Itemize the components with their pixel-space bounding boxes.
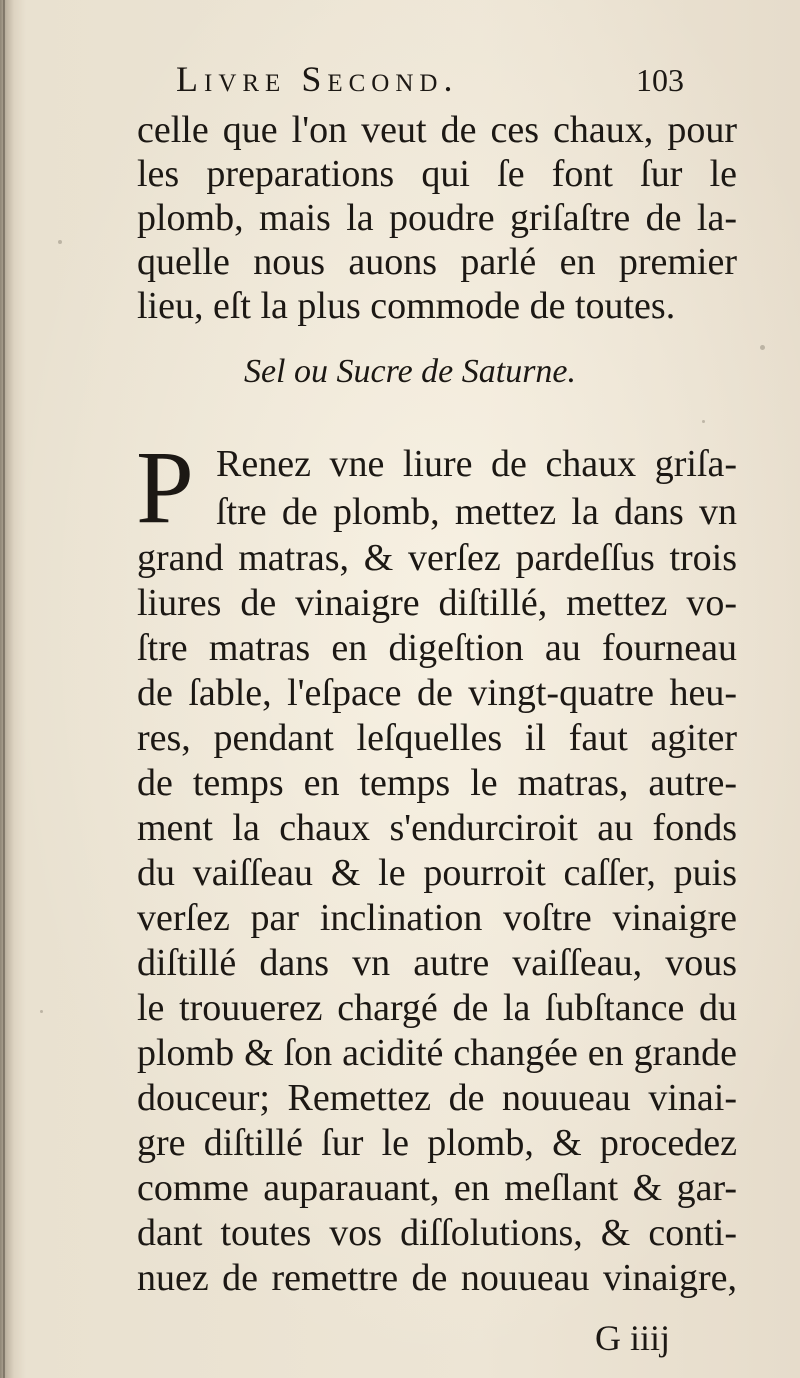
- text-line: Renez vne liure de chaux griſa-: [216, 443, 737, 485]
- drop-cap: P: [136, 430, 194, 545]
- text-line: gre diſtillé ſur le plomb, & procedez: [137, 1122, 737, 1164]
- text-line: verſez par inclination voſtre vinaigre: [137, 897, 737, 939]
- text-line: comme auparauant, en meſlant & gar-: [137, 1167, 737, 1209]
- text-line: du vaiſſeau & le pourroit caſſer, puis: [137, 852, 737, 894]
- running-head-title: Livre Second.: [176, 59, 459, 99]
- text-line: lieu, eſt la plus commode de toutes.: [137, 285, 676, 327]
- text-line: ſtre matras en digeſtion au fourneau: [137, 627, 737, 669]
- text-line: de temps en temps le matras, autre-: [137, 762, 737, 804]
- text-line: douceur; Remettez de nouueau vinai-: [137, 1077, 737, 1119]
- text-line: ment la chaux s'endurciroit au fonds: [137, 807, 737, 849]
- text-line: res, pendant leſquelles il faut agiter: [137, 717, 737, 759]
- page-number: 103: [636, 62, 684, 98]
- paper-speck: [760, 345, 765, 350]
- paper-speck: [58, 240, 62, 244]
- text-line: grand matras, & verſez pardeſſus trois: [137, 537, 737, 579]
- paper-speck: [702, 420, 705, 423]
- page-gutter: [3, 0, 5, 1378]
- paper-speck: [40, 1010, 43, 1013]
- signature-mark: G iiij: [595, 1318, 671, 1358]
- text-line: quelle nous auons parlé en premier: [137, 241, 737, 283]
- text-line: diſtillé dans vn autre vaiſſeau, vous: [137, 942, 737, 984]
- section-heading: Sel ou Sucre de Saturne.: [243, 353, 577, 390]
- running-head: [0, 58, 800, 108]
- text-line: plomb & ſon acidité changée en grande: [137, 1032, 737, 1074]
- text-line: ſtre de plomb, mettez la dans vn: [216, 491, 737, 533]
- text-line: les preparations qui ſe font ſur le: [137, 153, 737, 195]
- text-line: nuez de remettre de nouueau vinaigre,: [137, 1257, 737, 1299]
- text-line: celle que l'on veut de ces chaux, pour: [137, 109, 737, 151]
- text-line: liures de vinaigre diſtillé, mettez vo-: [137, 582, 737, 624]
- text-line: dant toutes vos diſſolutions, & conti-: [137, 1212, 737, 1254]
- text-line: le trouuerez chargé de la ſubſtance du: [137, 987, 737, 1029]
- text-line: plomb, mais la poudre griſaſtre de la-: [137, 197, 737, 239]
- text-line: de ſable, l'eſpace de vingt-quatre heu-: [137, 672, 737, 714]
